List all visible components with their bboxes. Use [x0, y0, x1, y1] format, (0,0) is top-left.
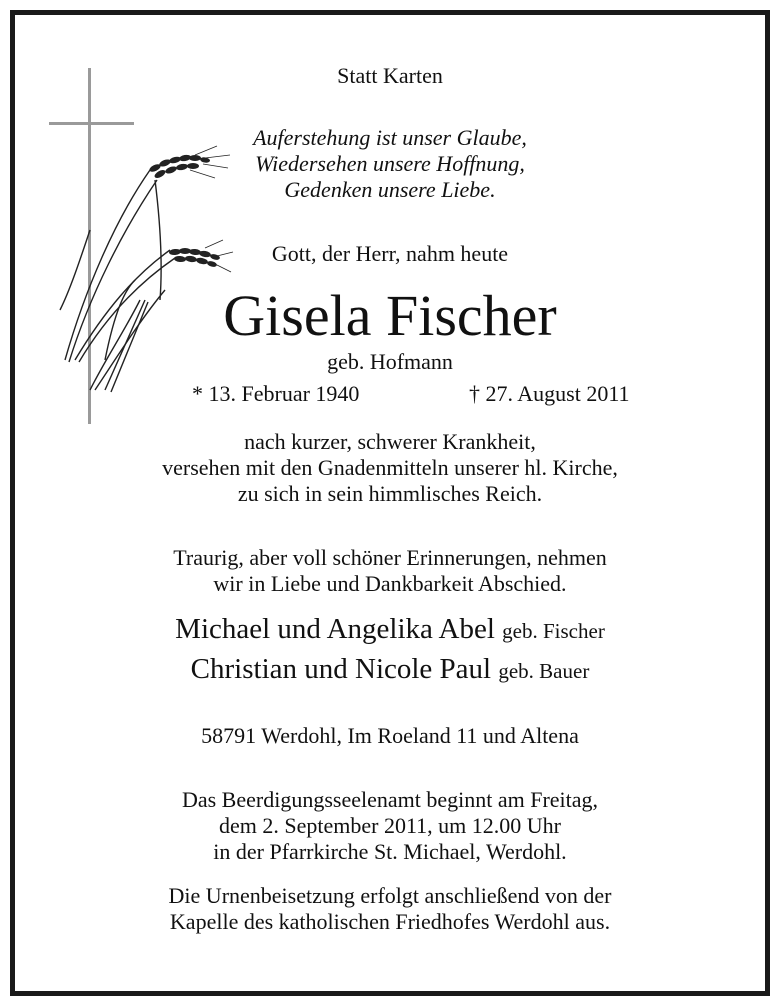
body-line-3: zu sich in sein himmlisches Reich.	[237, 481, 543, 506]
obituary-notice	[15, 15, 765, 991]
relative-2	[15, 653, 765, 688]
verse-line-3: Gedenken unsere Liebe.	[284, 177, 496, 202]
address: 58791 Werdohl, Im Roeland 11 und Altena	[201, 723, 579, 748]
burial-line-2: Kapelle des katholischen Friedhofes Werdohl aus.	[169, 909, 611, 934]
verse-line-2: Wiedersehen unsere Hoffnung,	[255, 151, 525, 176]
relative-2-names: Christian und Nicole Paul	[190, 653, 492, 685]
death-date: † 27. August 2011	[469, 381, 630, 406]
birth-date: * 13. Februar 1940	[192, 381, 360, 406]
maiden-name: geb. Hofmann	[327, 349, 453, 374]
relative-1-geb: geb. Fischer	[502, 619, 605, 643]
mourning-line-1: Traurig, aber voll schöner Erinnerungen, nehmen	[173, 545, 607, 570]
verse-line-1: Auferstehung ist unser Glaube,	[253, 125, 527, 150]
intro-text: Gott, der Herr, nahm heute	[271, 241, 509, 266]
notice-border	[10, 10, 770, 996]
burial-line-1: Die Urnenbeisetzung erfolgt anschließend von der	[168, 883, 612, 908]
relative-1-names: Michael und Angelika Abel	[175, 613, 495, 645]
service-line-2: dem 2. September 2011, um 12.00 Uhr	[219, 813, 561, 838]
service-line-3: in der Pfarrkirche St. Michael, Werdohl.	[213, 839, 567, 864]
relative-1	[15, 613, 765, 648]
relative-2-geb: geb. Bauer	[498, 659, 590, 683]
mourning-line-2: wir in Liebe und Dankbarkeit Abschied.	[213, 571, 567, 596]
header-statt-karten: Statt Karten	[337, 63, 443, 88]
body-line-1: nach kurzer, schwerer Krankheit,	[244, 429, 536, 454]
service-line-1: Das Beerdigungsseelenamt beginnt am Freitag,	[181, 787, 599, 812]
body-line-2: versehen mit den Gnadenmitteln unserer hl. Kirche,	[162, 455, 618, 480]
deceased-name: Gisela Fischer	[223, 283, 557, 348]
